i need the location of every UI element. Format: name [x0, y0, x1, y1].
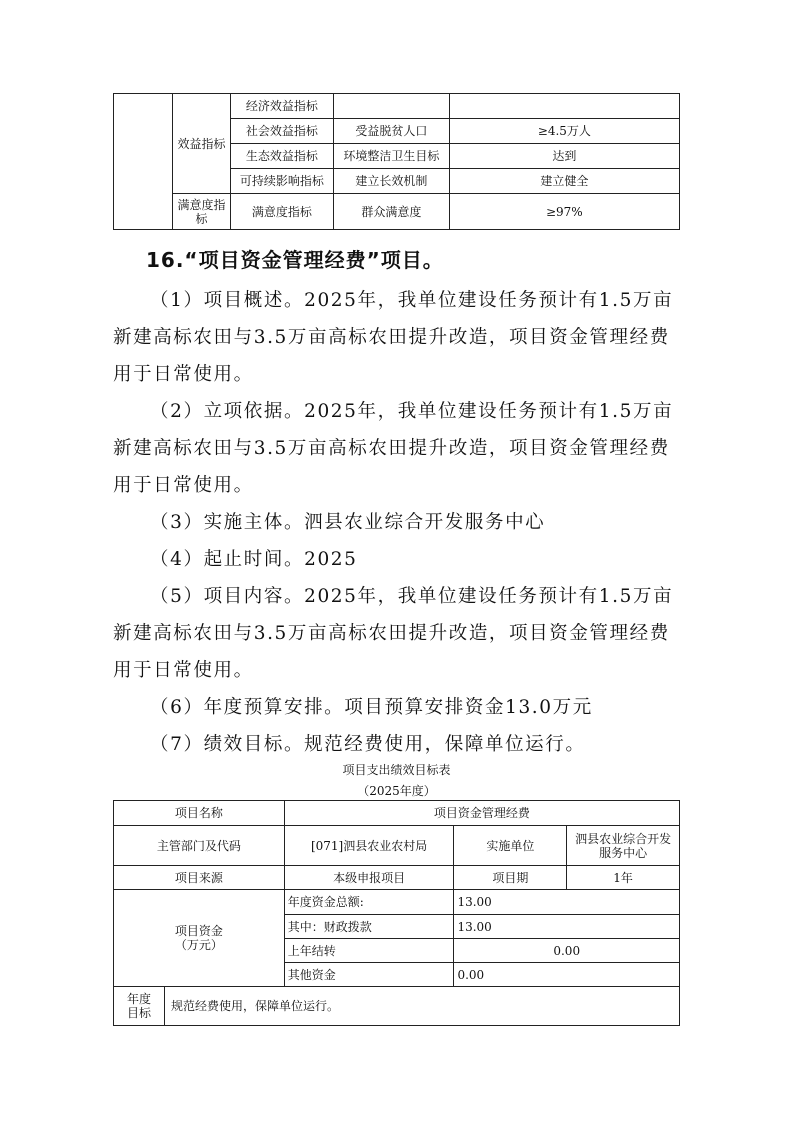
project-name-label: 项目名称: [114, 801, 285, 826]
sub-cell: 经济效益指标: [230, 94, 333, 119]
fund-label: 其他资金: [284, 963, 454, 987]
fund-value: 13.00: [454, 890, 680, 915]
project-name-value: 项目资金管理经费: [284, 801, 679, 826]
impl-label: 实施单位: [454, 826, 567, 866]
value-cell: [449, 94, 679, 119]
paragraph: （3）实施主体。泗县农业综合开发服务中心: [150, 512, 546, 533]
sub-cell: 满意度指标: [230, 194, 333, 230]
period-value: 1年: [567, 866, 680, 890]
category-cell: 效益指标: [173, 94, 230, 194]
fund-label: 年度资金总额:: [284, 890, 454, 915]
goal-row: [114, 987, 680, 1026]
fund-value: 0.00: [454, 963, 680, 987]
indicator-cell: [334, 94, 450, 119]
table-caption: 项目支出绩效目标表: [342, 763, 451, 777]
table-year: （2025年度）: [357, 784, 436, 798]
goal-value: 规范经费使用，保障单位运行。: [171, 999, 340, 1013]
section-heading: 16.“项目资金管理经费”项目。: [146, 248, 444, 272]
paragraph: （7）绩效目标。规范经费使用，保障单位运行。: [150, 734, 586, 755]
fund-value: 13.00: [454, 915, 680, 939]
sub-cell: 可持续影响指标: [230, 169, 333, 194]
indicator-cell: 群众满意度: [334, 194, 450, 230]
dept-value: [071]泗县农业农村局: [284, 826, 454, 866]
indicator-cell: 受益脱贫人口: [334, 119, 450, 144]
indicator-table: [113, 93, 680, 230]
fund-label: 上年结转: [284, 939, 454, 963]
sub-cell: 生态效益指标: [230, 144, 333, 169]
blank-cell: [114, 94, 173, 230]
value-cell: ≥97%: [449, 194, 679, 230]
paragraph: （2）立项依据。2025年，我单位建设任务预计有1.5万亩新建高标农田与3.5万亩高标农田提升改造，项目资金管理经费用于日常使用。: [113, 401, 674, 496]
paragraph: （4）起止时间。2025: [150, 549, 358, 570]
fund-value: 0.00: [454, 939, 680, 963]
fund-label: 其中：财政拨款: [284, 915, 454, 939]
value-cell: 建立健全: [449, 169, 679, 194]
goal-label: 年度目标: [126, 992, 151, 1020]
sub-cell: 社会效益指标: [230, 119, 333, 144]
impl-value: 泗县农业综合开发服务中心: [567, 826, 680, 866]
performance-table: [113, 800, 680, 1026]
goal-label-cell: [114, 987, 165, 1025]
paragraph: （5）项目内容。2025年，我单位建设任务预计有1.5万亩新建高标农田与3.5万亩高标农田提升改造，项目资金管理经费用于日常使用。: [113, 586, 674, 681]
category-cell: 满意度指标: [173, 194, 230, 230]
source-label: 项目来源: [114, 866, 285, 890]
funds-label-text: 项目资金（万元）: [174, 924, 223, 952]
funds-label: [114, 890, 285, 987]
indicator-cell: 建立长效机制: [334, 169, 450, 194]
paragraph: （6）年度预算安排。项目预算安排资金13.0万元: [150, 697, 593, 718]
source-value: 本级申报项目: [284, 866, 454, 890]
indicator-cell: 环境整洁卫生目标: [334, 144, 450, 169]
dept-label: 主管部门及代码: [114, 826, 285, 866]
paragraph: （1）项目概述。2025年，我单位建设任务预计有1.5万亩新建高标农田与3.5万亩高标农田提升改造，项目资金管理经费用于日常使用。: [113, 290, 674, 385]
period-label: 项目期: [454, 866, 567, 890]
value-cell: ≥4.5万人: [449, 119, 679, 144]
value-cell: 达到: [449, 144, 679, 169]
